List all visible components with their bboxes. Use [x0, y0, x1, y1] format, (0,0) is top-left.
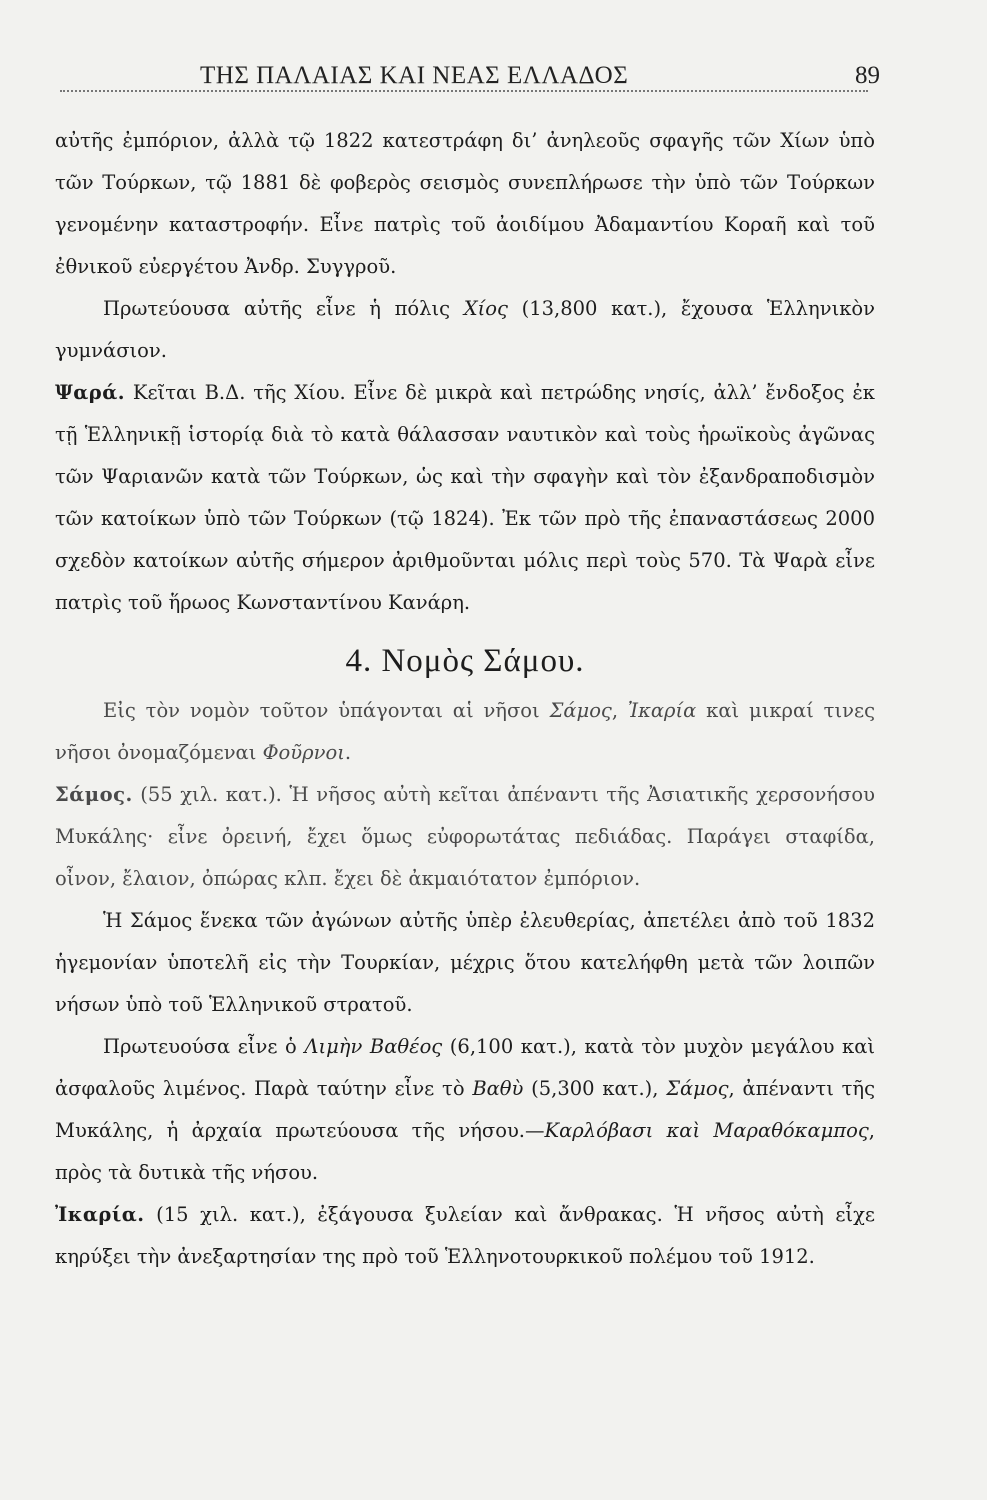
- paragraph-text: Πρωτευούσα εἶνε ὁ: [103, 1035, 305, 1058]
- paragraph-text: (6,100 κατ.), κατὰ τὸν μυχὸν μεγάλου καὶ ἀσφαλοῦς λιμένος. Παρὰ ταύτην εἶνε τὸ: [55, 1035, 876, 1100]
- paragraph-text: Εἰς τὸν νομὸν τοῦτον ὑπάγονται αἱ νῆσοι: [103, 699, 550, 722]
- page-number: 89: [855, 62, 880, 89]
- entry-label-psara: Ψαρά.: [55, 381, 126, 404]
- city-name: Χίος: [463, 297, 508, 320]
- island-name: Σάμος: [549, 699, 612, 722]
- running-title: ΤΗΣ ΠΑΛΑΙΑΣ ΚΑΙ ΝΕΑΣ ΕΛΛΑΔΟΣ: [200, 62, 629, 89]
- paragraph-text: Ἡ Σάμος ἕνεκα τῶν ἀγώνων αὐτῆς ὑπὲρ ἐλευθερίας, ἀπετέλει ἀπὸ τοῦ 1832 ἡγεμονίαν ὑποτελῆ εἰς τὴν Τουρκίαν, μέχρις ὅτου κατελήφθη μετὰ τῶν λοιπῶν νήσων ὑπὸ τοῦ Ἑλληνικοῦ στρατοῦ.: [55, 909, 875, 1016]
- paragraph-text: (55 χιλ. κατ.). Ἡ νῆσος αὐτὴ κεῖται ἀπέναντι τῆς Ἀσιατικῆς χερσονήσου Μυκάλης· εἶνε ὀρεινή, ἔχει ὅμως εὐφορωτάτας πεδιάδας. Παράγει σταφίδα, οἶνον, ἔλαιον, ὀπώρας κλπ. ἔχει δὲ ἀκμαιότατον ἐμπόριον.: [55, 783, 875, 890]
- paragraph-text: (5,300 κατ.),: [523, 1077, 667, 1100]
- header-rule: [60, 90, 868, 92]
- town-name: Καρλόβασι καὶ Μαραθόκαμπος: [544, 1119, 869, 1142]
- town-name: Σάμος: [666, 1077, 729, 1100]
- paragraph-text: καὶ μικραί τινες νῆσοι ὀνομαζόμεναι: [55, 699, 875, 764]
- island-name: Ἰκαρία: [627, 699, 697, 722]
- paragraph-psara: [55, 372, 875, 624]
- paragraph-text: αὐτῆς ἐμπόριον, ἀλλὰ τῷ 1822 κατεστράφη δι’ ἀνηλεοῦς σφαγῆς τῶν Χίων ὑπὸ τῶν Τούρκων, τῷ 1881 δὲ φοβερὸς σεισμὸς συνεπλήρωσε τὴν ὑπὸ τῶν Τούρκων γενομένην καταστροφήν. Εἶνε πατρὶς τοῦ ἀοιδίμου Ἀδαμαντίου Κοραῆ καὶ τοῦ ἐθνικοῦ εὐεργέτου Ἀνδρ. Συγγροῦ.: [55, 129, 875, 278]
- town-name: Βαθὺ: [472, 1077, 524, 1100]
- paragraph-samos: [55, 774, 875, 900]
- paragraph-chios-capital: [55, 288, 875, 372]
- paragraph-text: (13,800 κατ.), ἔχουσα Ἑλληνικὸν γυμνάσιον.: [55, 297, 875, 362]
- entry-label-ikaria: Ἰκαρία.: [55, 1203, 145, 1226]
- paragraph-ikaria: [55, 1194, 875, 1278]
- paragraph-text: (15 χιλ. κατ.), ἐξάγουσα ξυλείαν καὶ ἄνθρακας. Ἡ νῆσος αὐτὴ εἶχε κηρύξει τὴν ἀνεξαρτησίαν της πρὸ τοῦ Ἑλληνοτουρκικοῦ πολέμου τοῦ 1912.: [55, 1203, 875, 1268]
- entry-label-samos: Σάμος.: [55, 783, 133, 806]
- paragraph-text: ,: [611, 699, 628, 722]
- town-name: Λιμὴν Βαθέος: [304, 1035, 443, 1058]
- paragraph-text: , πρὸς τὰ δυτικὰ τῆς νήσου.: [55, 1119, 875, 1184]
- paragraph-chios-end: [55, 120, 875, 288]
- paragraph-text: Κεῖται Β.Δ. τῆς Χίου. Εἶνε δὲ μικρὰ καὶ πετρώδης νησίς, ἀλλ’ ἔνδοξος ἐκ τῇ Ἑλληνικῇ ἱστορίᾳ διὰ τὸ κατὰ θάλασσαν ναυτικὸν καὶ τοὺς ἡρωϊκοὺς ἀγῶνας τῶν Ψαριανῶν κατὰ τῶν Τούρκων, ὡς καὶ τὴν σφαγὴν καὶ τὸν ἐξανδραποδισμὸν τῶν κατοίκων ὑπὸ τῶν Τούρκων (τῷ 1824). Ἐκ τῶν πρὸ τῆς ἐπαναστάσεως 2000 σχεδὸν κατοίκων αὐτῆς σήμερον ἀριθμοῦνται μόλις περὶ τοὺς 570. Τὰ Ψαρὰ εἶνε πατρὶς τοῦ ἥρωος Κωνσταντίνου Κανάρη.: [55, 381, 875, 614]
- running-head: [60, 62, 880, 102]
- body-text: [55, 120, 875, 1278]
- paragraph-samos-capital: [55, 1026, 875, 1194]
- paragraph-samos-history: [55, 900, 875, 1026]
- paragraph-text: .: [344, 741, 352, 764]
- paragraph-text: , ἀπέναντι τῆς Μυκάλης, ἡ ἀρχαία πρωτεύουσα τῆς νήσου.—: [55, 1077, 875, 1142]
- paragraph-text: Πρωτεύουσα αὐτῆς εἶνε ἡ πόλις: [103, 297, 464, 320]
- paragraph-samos-intro: [55, 690, 875, 774]
- section-heading: 4. Νομὸς Σάμου.: [345, 643, 585, 679]
- island-name: Φοῦρνοι: [262, 741, 345, 764]
